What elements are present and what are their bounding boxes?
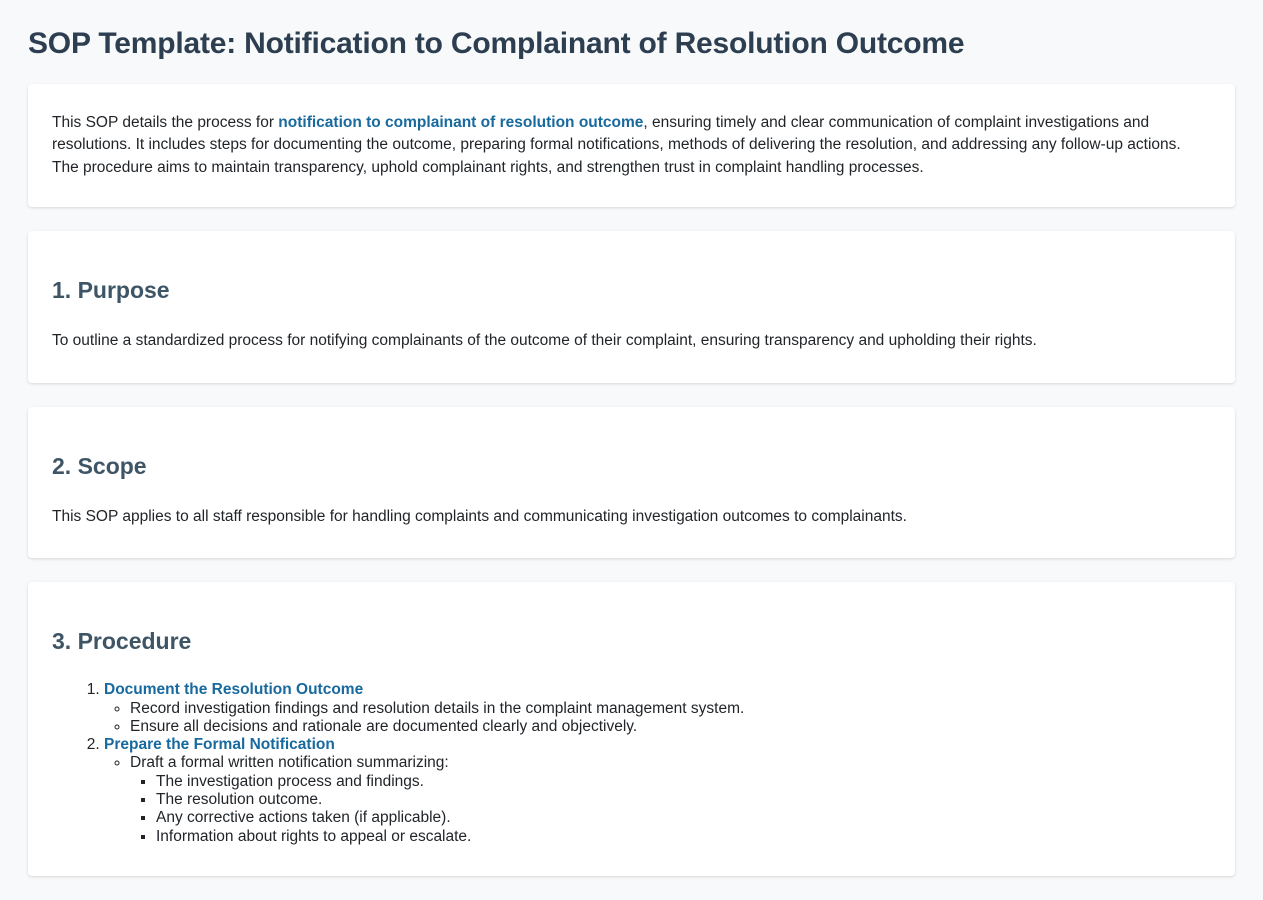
intro-text-after: , ensuring timely and clear communication of complaint investigations and resolutions. It includes steps for documenting the outcome, preparing formal notifications, methods of delivering the resolution, and addressing any follow-up actions. The procedure aims to maintain transparency, uphold complainant rights, and strengthen trust in complaint handling processes. xyxy=(52,114,1181,176)
section-procedure xyxy=(28,582,1235,876)
section-purpose xyxy=(28,231,1235,382)
procedure-substep-text: Draft a formal written notification summarizing: xyxy=(130,754,449,772)
section-scope xyxy=(28,407,1235,558)
section-heading-scope: 2. Scope xyxy=(52,452,147,479)
procedure-detail: ▪ Any corrective actions taken (if applicable). xyxy=(156,809,1211,827)
procedure-substep-list xyxy=(104,700,1211,737)
procedure-step xyxy=(104,681,1211,736)
section-body-scope: This SOP applies to all staff responsible for handling complaints and communicating investigation outcomes to complainants. xyxy=(52,507,907,525)
procedure-step-title: Document the Resolution Outcome xyxy=(104,681,364,699)
intro-text-before: This SOP details the process for xyxy=(52,114,279,131)
intro-paragraph xyxy=(52,112,1211,179)
section-heading-purpose: 1. Purpose xyxy=(52,277,170,304)
section-heading-procedure: 3. Procedure xyxy=(52,628,192,655)
page-title: SOP Template: Notification to Complainant of Resolution Outcome xyxy=(28,27,965,60)
procedure-detail-list xyxy=(130,773,1211,846)
intro-highlight: notification to complainant of resolution outcome xyxy=(278,114,644,131)
procedure-detail: ▪ The resolution outcome. xyxy=(156,791,1211,809)
procedure-step xyxy=(104,736,1211,846)
section-body-purpose: To outline a standardized process for notifying complainants of the outcome of their complaint, ensuring transparency and upholding their rights. xyxy=(52,332,1037,350)
procedure-substep xyxy=(130,754,1211,845)
intro-card xyxy=(28,84,1235,207)
procedure-substep: ◦ Record investigation findings and resolution details in the complaint management system. xyxy=(130,700,1211,718)
procedure-step-title: Prepare the Formal Notification xyxy=(104,736,335,754)
procedure-list xyxy=(52,681,1211,846)
procedure-substep: ◦ Ensure all decisions and rationale are documented clearly and objectively. xyxy=(130,718,1211,736)
procedure-detail: ▪ Information about rights to appeal or escalate. xyxy=(156,828,1211,846)
procedure-detail: ▪ The investigation process and findings. xyxy=(156,773,1211,791)
procedure-substep-list xyxy=(104,754,1211,845)
